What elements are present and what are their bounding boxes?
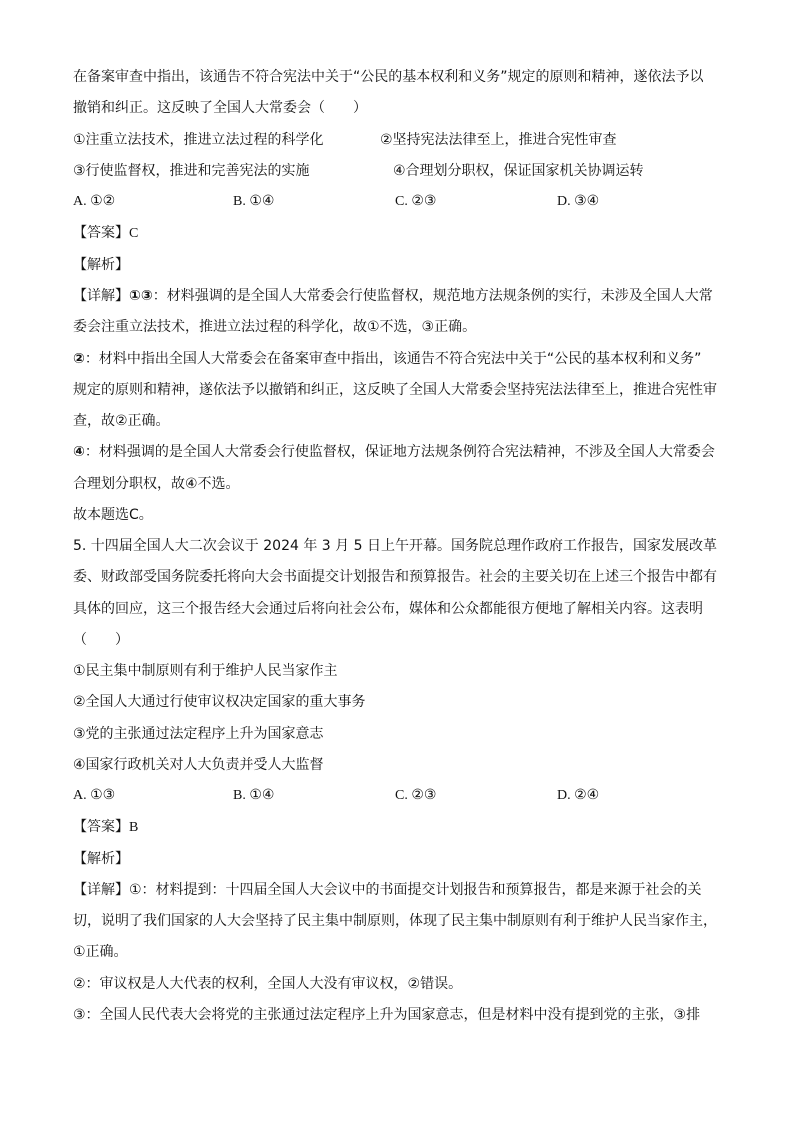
q4-detail-line-1 (73, 287, 713, 305)
answer-tag: 【答案】 (73, 819, 129, 835)
detail-tag: 【详解】 (73, 288, 129, 304)
answer-value: B (129, 820, 139, 835)
detail-lead: ①③ (129, 288, 153, 304)
answer-value: C (129, 226, 139, 241)
detail-text: ：材料强调的是全国人大常委会行使监督权，规范地方法规条例的实行，未涉及全国人大常 (152, 288, 713, 304)
q4-stem-line-1: 在备案审查中指出，该通告不符合宪法中关于“公民的基本权利和义务”规定的原则和精神，遂依法予以 (73, 69, 704, 85)
q4-statement-1: ①注重立法技术，推进立法过程的科学化 (73, 132, 324, 148)
q5-statement-1: ①民主集中制原则有利于维护人民当家作主 (73, 663, 338, 679)
q5-answer (73, 818, 138, 837)
detail-lead: ④ (73, 444, 85, 460)
q4-analysis-tag: 【解析】 (73, 257, 129, 273)
detail-lead: ② (73, 351, 85, 367)
q5-stem-line-1: 5. 十四届全国人大二次会议于 2024 年 3 月 5 日上午开幕。国务院总理作政府工作报告，国家发展改革 (73, 538, 717, 554)
q4-statement-2: ②坚持宪法法律至上，推进合宪性审查 (380, 132, 617, 148)
q5-detail-line-1: 【详解】①：材料提到：十四届全国人大会议中的书面提交计划报告和预算报告，都是来源于社会的关 (73, 882, 702, 898)
q4-detail-line-5: 查，故②正确。 (73, 413, 170, 429)
q4-detail-line-4: 规定的原则和精神，遂依法予以撤销和纠正，这反映了全国人大常委会坚持宪法法律至上，推进合宪性审 (73, 382, 717, 398)
q5-detail-line-5: ③：全国人民代表大会将党的主张通过法定程序上升为国家意志，但是材料中没有提到党的主张，③排 (73, 1007, 701, 1023)
q5-stem-line-2: 委、财政部受国务院委托将向大会书面提交计划报告和预算报告。社会的主要关切在上述三个报告中都有 (73, 569, 717, 585)
q5-statement-4: ④国家行政机关对人大负责并受人大监督 (73, 757, 324, 773)
q4-detail-line-6 (73, 443, 715, 461)
q5-statement-2: ②全国人大通过行使审议权决定国家的重大事务 (73, 694, 366, 710)
q5-statement-3: ③党的主张通过法定程序上升为国家意志 (73, 726, 324, 742)
q5-stem-line-4: （ ） (73, 632, 129, 648)
q5-stem-line-3: 具体的回应，这三个报告经大会通过后将向社会公布，媒体和公众都能很方便地了解相关内容。这表明 (73, 601, 703, 617)
q4-detail-line-7: 合理划分职权，故④不选。 (73, 476, 240, 492)
q4-answer (73, 224, 138, 243)
q4-stem-line-2: 撤销和纠正。这反映了全国人大常委会（ ） (73, 100, 367, 116)
q4-statement-3: ③行使监督权，推进和完善宪法的实施 (73, 163, 310, 179)
q5-option-c: C. ②③ (395, 788, 437, 803)
q4-conclusion: 故本题选C。 (73, 507, 153, 523)
detail-text: ：材料中指出全国人大常委会在备案审查中指出，该通告不符合宪法中关于“公民的基本权利和义务” (84, 351, 702, 367)
q5-analysis-tag: 【解析】 (73, 851, 129, 867)
q5-option-d: D. ②④ (557, 788, 600, 803)
q5-detail-line-4: ②：审议权是人大代表的权利，全国人大没有审议权，②错误。 (73, 976, 463, 992)
q4-option-c: C. ②③ (395, 194, 437, 209)
detail-text: ：材料强调的是全国人大常委会行使监督权，保证地方法规条例符合宪法精神，不涉及全国人大常委会 (84, 444, 715, 460)
q5-option-b: B. ①④ (233, 788, 275, 803)
q4-option-b: B. ①④ (233, 194, 275, 209)
q4-detail-line-3 (73, 350, 701, 368)
answer-tag: 【答案】 (73, 225, 129, 241)
q5-detail-line-2: 切，说明了我们国家的人大会坚持了民主集中制原则，体现了民主集中制原则有利于维护人民当家作主， (73, 913, 717, 929)
q5-detail-line-3: ①正确。 (73, 944, 128, 960)
q4-option-d: D. ③④ (557, 194, 600, 209)
q5-option-a: A. ①③ (73, 788, 116, 803)
q4-statement-4: ④合理划分职权，保证国家机关协调运转 (393, 163, 644, 179)
q4-detail-line-2: 委会注重立法技术，推进立法过程的科学化，故①不选，③正确。 (73, 319, 477, 335)
q4-option-a: A. ①② (73, 194, 116, 209)
